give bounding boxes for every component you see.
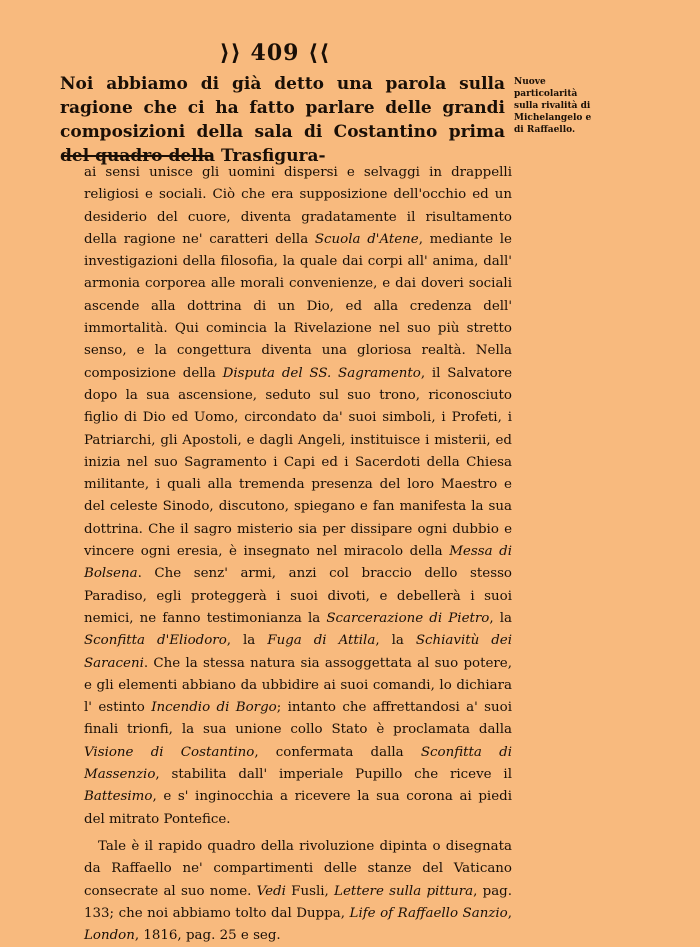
text-run: , la xyxy=(489,610,512,626)
italic-title: Sconfitta di Massenzio xyxy=(84,744,512,783)
italic-title: Battesimo xyxy=(84,789,153,805)
italic-title: Life of Raffaello Sanzio xyxy=(349,905,508,921)
text-run: , pag. 133; che noi abbiamo tolto dal Duppa, xyxy=(84,883,513,921)
text-run: , la xyxy=(226,633,268,649)
text-run: . Che la stessa natura sia assoggettata al suo potere, e gli elementi abbiano da ubbidire ai suoi comandi, lo dichiara l' estinto xyxy=(84,655,512,716)
page-number-text: 409 xyxy=(250,40,300,66)
left-ornament: ⟩⟩ xyxy=(219,40,242,66)
right-ornament: ⟨⟨ xyxy=(308,40,331,66)
italic-title: Scarcerazione di Pietro xyxy=(326,610,490,626)
text-run: Tale è il rapido quadro della rivoluzione dipinta o disegnata da Raffaello ne' compartimenti delle stanze del Vaticano consecrate al suo nome. xyxy=(84,838,512,899)
section-heading: Noi abbiamo di già detto una parola sulla ragione che ci ha fatto parlare delle grandi composizioni della sala di Costantino prima del quadro della Trasfigura- xyxy=(60,74,505,166)
text-run: , il Salvatore dopo la sua ascensione, seduto sul suo trono, riconosciuto figlio di Dio ed Uomo, circondato da' suoi simboli, i Profeti, i Patriarchi, gli Apostoli, e dagli Angeli, instituisce i misterii, ed inizia nel suo Sagramento i Capi ed i Sacerdoti della Chiesa militante, i quali alla tremenda presenza del loro Maestro e del celeste Sinodo, discutono, spiegano e fan manifesta la sua dottrina. Che il sagro misterio sia per dissipare ogni dubbio e vincere ogni eresia, è insegnato nel miracolo della xyxy=(84,365,512,560)
italic-title: Sconfitta d'Eliodoro xyxy=(84,633,227,649)
text-run: . Che senz' armi, anzi col braccio dello stesso Paradiso, egli proteggerà i suoi divoti, e debellerà i suoi nemici, ne fanno testimonianza la xyxy=(84,566,512,626)
text-run: , stabilita dall' imperiale Pupillo che riceve il xyxy=(155,767,512,783)
text-run: , e s' inginocchia a ricevere la sua corona ai piedi del mitrato Pontefice. xyxy=(84,789,512,827)
footnote-rule xyxy=(62,155,212,157)
page-number xyxy=(210,40,340,66)
text-run: , confermata dalla xyxy=(254,744,421,760)
text-run: , 1816, pag. 25 e seg. xyxy=(134,928,281,944)
italic-title: Incendio di Borgo xyxy=(151,700,277,716)
italic-title: Disputa del SS. Sagramento xyxy=(222,365,421,381)
text-run: , la xyxy=(375,633,416,649)
text-run: , xyxy=(507,905,512,921)
italic-title: Lettere sulla pittura xyxy=(334,883,474,899)
text-run: , mediante le investigazioni della filosofia, la quale dai corpi all' anima, dall' armonia corporea alle morali convenienze, e dai doveri sociali ascende alla dottrina di un Dio, ed alla credenza dell' immortalità. Qui comincia la Rivelazione nel suo più stretto senso, e la congettura diventa una gloriosa realtà. Nella composizione della xyxy=(84,231,512,381)
italic-title: Schiavitù dei Saraceni xyxy=(84,633,513,671)
text-run: Fusli, xyxy=(285,883,335,899)
footnote-body xyxy=(84,162,512,947)
footnote-paragraph xyxy=(84,836,512,947)
text-run: ai sensi unisce gli uomini dispersi e selvaggi in drappelli religiosi e sociali. Ciò che era supposizione dell'occhio ed un desiderio del cuore, diventa gradatamente il risultamento della ragione ne' caratteri della xyxy=(84,165,512,247)
italic-title: Vedi xyxy=(256,883,286,899)
text-run: ; intanto che affrettandosi a' suoi finali trionfi, la sua unione collo Stato è proclamata dalla xyxy=(84,700,512,738)
margin-note: Nuove particolarità sulla rivalità di Michelangelo e di Raffaello. xyxy=(514,77,592,135)
italic-title: Scuola d'Atene xyxy=(314,231,419,247)
italic-title: Messa di Bolsena xyxy=(84,544,512,582)
italic-title: London xyxy=(84,928,135,944)
footnote-paragraph xyxy=(84,162,512,831)
italic-title: Fuga di Attila xyxy=(267,633,376,649)
italic-title: Visione di Costantino xyxy=(84,744,255,760)
